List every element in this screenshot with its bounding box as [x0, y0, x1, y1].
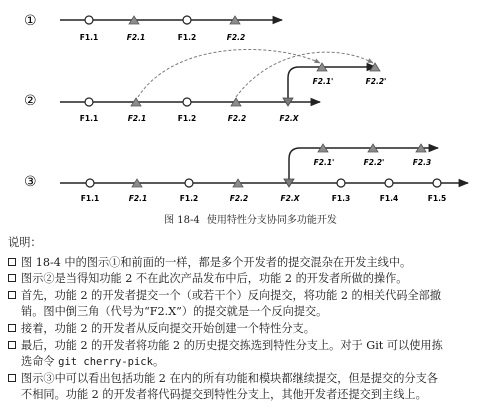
- checkbox-bullet-icon: [8, 324, 16, 332]
- list-item: 图示③中可以看出包括功能 2 在内的所有功能和模块都继续提交，但是提交的分支各 不相同。功能 2 的开发者将代码提交到特性分支上，其他开发者还提交到主线上。: [8, 371, 498, 404]
- list-item: 图 18-4 中的图示①和前面的一样，都是多个开发者的提交混杂在开发主线中。: [8, 255, 498, 272]
- figure-number: 图 18-4: [164, 215, 200, 226]
- figure-title: 使用特性分支协同多功能开发: [206, 215, 337, 226]
- svg-text:F1.1: F1.1: [79, 33, 99, 42]
- list-item: 最后，功能 2 的开发者将功能 2 的历史提交拣选到特性分支上。对于 Git 可以使用拣 选命令 git cherry-pick。: [8, 338, 498, 371]
- svg-text:F1.2: F1.2: [179, 194, 199, 203]
- svg-text:F2.1': F2.1': [313, 158, 335, 167]
- svg-text:F1.1: F1.1: [79, 114, 99, 123]
- row-label-1: ①: [24, 13, 37, 29]
- svg-text:F2.2: F2.2: [227, 114, 247, 123]
- svg-text:F2.1: F2.1: [128, 194, 148, 203]
- figure-caption: [0, 211, 501, 226]
- svg-text:F1.2: F1.2: [177, 33, 197, 42]
- checkbox-bullet-icon: [8, 258, 16, 266]
- svg-text:F2.1: F2.1: [127, 114, 147, 123]
- svg-text:F2.2: F2.2: [229, 194, 249, 203]
- list-item: 图示②是当得知功能 2 不在此次产品发布中后，功能 2 的开发者所做的操作。: [8, 271, 498, 288]
- checkbox-bullet-icon: [8, 291, 16, 299]
- checkbox-bullet-icon: [8, 274, 16, 282]
- notes-section: [8, 235, 498, 404]
- git-command: git cherry-pick: [58, 356, 153, 369]
- svg-text:F1.1: F1.1: [80, 194, 100, 203]
- checkbox-bullet-icon: [8, 341, 16, 349]
- svg-text:F2.3: F2.3: [412, 158, 432, 167]
- notes-heading: 说明：: [8, 236, 42, 249]
- cherry-pick-arrow: [236, 52, 373, 97]
- svg-text:F2.2: F2.2: [226, 33, 246, 42]
- svg-text:F1.4: F1.4: [379, 194, 399, 203]
- svg-text:F2.1': F2.1': [312, 77, 334, 86]
- svg-text:F1.2: F1.2: [177, 114, 197, 123]
- svg-text:F2.X: F2.X: [279, 114, 299, 123]
- svg-text:F1.3: F1.3: [331, 194, 351, 203]
- svg-text:F2.2': F2.2': [363, 158, 385, 167]
- svg-text:F2.X: F2.X: [280, 194, 300, 203]
- row-label-2: ②: [24, 93, 37, 109]
- list-item: 接着，功能 2 的开发者从反向提交开始创建一个特性分支。: [8, 321, 498, 338]
- checkbox-bullet-icon: [8, 374, 16, 382]
- list-item: 首先，功能 2 的开发者提交一个（或若干个）反向提交，将功能 2 的相关代码全部撤 销。图中倒三角（代号为“F2.X”）的提交就是一个反向提交。: [8, 288, 498, 321]
- row-label-3: ③: [24, 174, 37, 190]
- svg-text:F2.1: F2.1: [126, 33, 146, 42]
- svg-text:F1.5: F1.5: [427, 194, 447, 203]
- svg-text:F2.2': F2.2': [365, 77, 387, 86]
